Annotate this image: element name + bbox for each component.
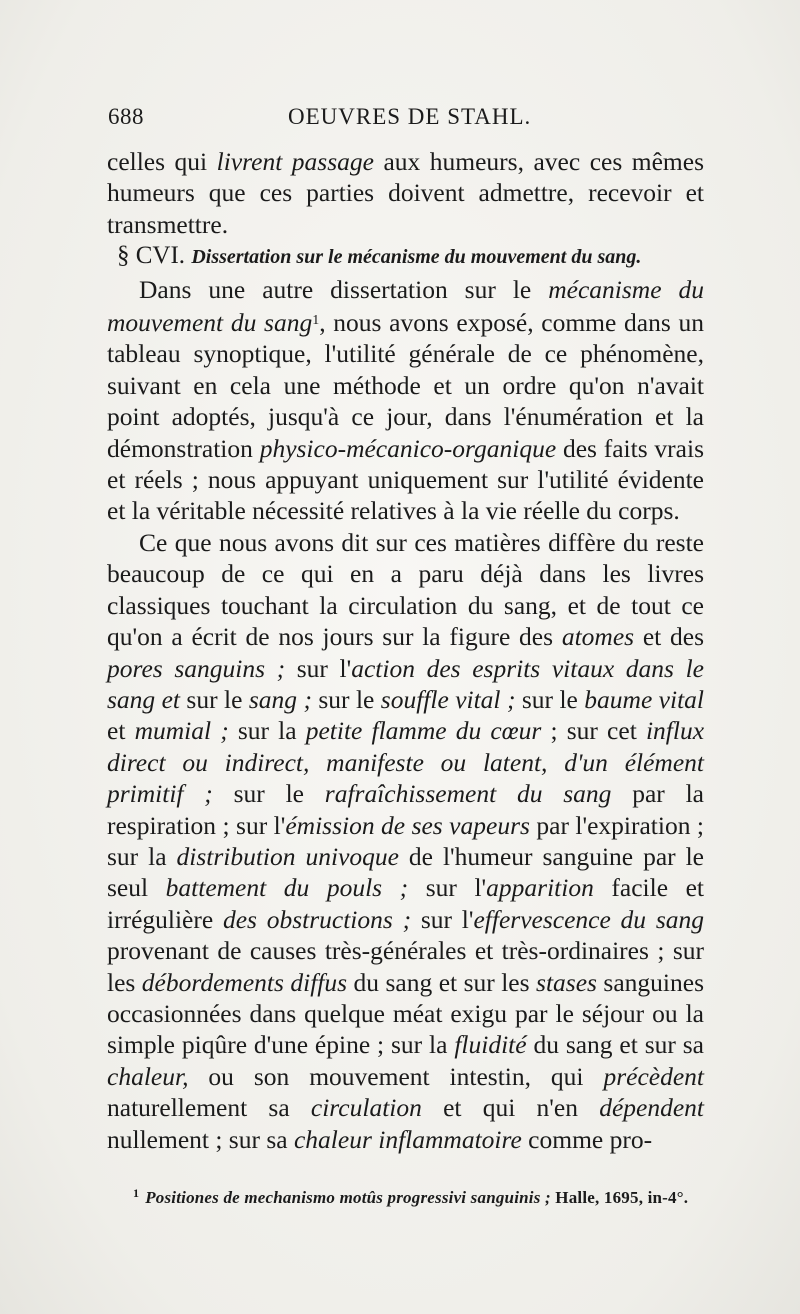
page-number: 688	[108, 104, 144, 129]
footnote-tail: Halle, 1695, in-4°.	[550, 1188, 689, 1207]
paragraph-differences: Ce que nous avons dit sur ces matières diffère du reste beaucoup de ce qui en a paru déjà dans les livres classiques touchant la circulation du sang, et de tout ce qu'on a écrit de nos jours sur la figure des atomes et des pores sanguins ; sur l'action des esprits vitaux dans le sang et sur le sang ; sur le souffle vital ; sur le baume vital et mumial ; sur la petite flamme du cœur ; sur cet influx direct ou indirect, manifeste ou latent, d'un élément primitif ; sur le rafraîchissement du sang par la respiration ; sur l'émission de ses vapeurs par l'expiration ; sur la distribution univoque de l'humeur sanguine par le seul battement du pouls ; sur l'apparition facile et irrégulière des obstructions ; sur l'effervescence du sang provenant de causes très-générales et très-ordinaires ; sur les débordements diffus du sang et sur les stases sanguines occasionnées dans quelque méat exigu par le séjour ou la simple piqûre d'une épine ; sur la fluidité du sang et sur sa chaleur, ou son mouvement intestin, qui précèdent naturellement sa circulation et qui n'en dépendent nullement ; sur sa chaleur inflammatoire comme pro-	[107, 527, 705, 1154]
running-title: OEUVRES DE STAHL.	[288, 104, 532, 129]
paragraph-continuation: celles qui livrent passage aux humeurs, avec ces mêmes humeurs que ces parties doivent admettre, recevoir et transmettre.	[107, 147, 704, 239]
section-sign: §	[117, 242, 130, 270]
section-heading	[107, 240, 704, 273]
page-body	[107, 146, 704, 1155]
footnote	[133, 1186, 733, 1208]
footnote-marker: 1	[133, 1186, 140, 1200]
running-header	[108, 98, 708, 138]
section-title: Dissertation sur le mécanisme du mouvement du sang.	[191, 246, 642, 269]
paragraph-dissertation: Dans une autre dissertation sur le mécanisme du mouvement du sang$^1$, nous avons exposé, comme dans un tableau synoptique, l'utilité générale de ce phénomène, suivant en cela une méthode et un ordre qu'on n'avait point adoptés, jusqu'à ce jour, dans l'énumération et la démonstration physico-mécanico-organique des faits vrais et réels ; nous appuyant uniquement sur l'utilité évidente et la véritable nécessité relatives à la vie réelle du corps.	[107, 274, 704, 526]
section-number: CVI.	[135, 242, 186, 270]
footnote-text: Positiones de mechanismo motûs progressivi sanguinis ;	[145, 1188, 551, 1207]
footnote-reference: 1	[312, 313, 320, 329]
